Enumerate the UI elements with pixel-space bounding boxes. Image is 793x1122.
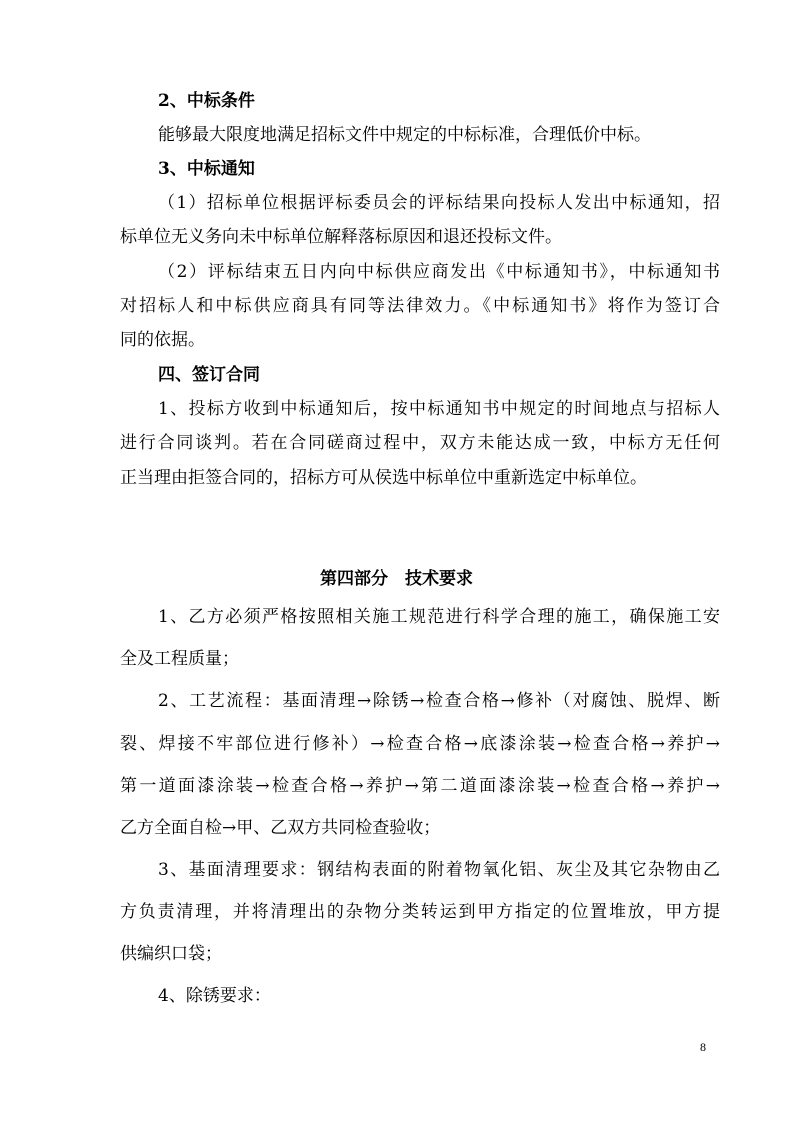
paragraph-line: 能够最大限度地满足招标文件中规定的中标标准，合理低价中标。 (158, 125, 651, 145)
paragraph-line: 同的依据。 (120, 330, 205, 350)
paragraph-line: 1、投标方收到中标通知后，按中标通知书中规定的时间地点与招标人 (158, 399, 720, 419)
paragraph-line: （1）招标单位根据评标委员会的评标结果向投标人发出中标通知，招 (158, 193, 720, 213)
paragraph-line: 全及工程质量； (120, 649, 239, 669)
paragraph-line: 进行合同谈判。若在合同磋商过程中，双方未能达成一致，中标方无任何 (120, 433, 720, 453)
paragraph-line: 3、基面清理要求：钢结构表面的附着物氧化铝、灰尘及其它杂物由乙 (158, 860, 720, 880)
paragraph-line: 2、工艺流程：基面清理→除锈→检查合格→修补（对腐蚀、脱焊、断 (158, 691, 720, 711)
paragraph-line: （2）评标结束五日内向中标供应商发出《中标通知书》，中标通知书 (158, 262, 720, 282)
paragraph-line: 正当理由拒签合同的，招标方可从侯选中标单位中重新选定中标单位。 (120, 468, 647, 488)
part-title: 第四部分 技术要求 (320, 569, 473, 589)
paragraph-line: 裂、焊接不牢部位进行修补）→检查合格→底漆涂装→检查合格→养护→ (120, 734, 720, 754)
page-number: 8 (700, 1040, 706, 1054)
paragraph-line: 乙方全面自检→甲、乙双方共同检查验收； (120, 818, 441, 838)
paragraph-line: 4、除锈要求： (158, 986, 271, 1006)
paragraph-line: 对招标人和中标供应商具有同等法律效力。《中标通知书》将作为签订合 (120, 296, 720, 316)
paragraph-line: 标单位无义务向未中标单位解释落标原因和退还投标文件。 (120, 227, 562, 247)
section-heading: 2、中标条件 (158, 91, 255, 111)
paragraph-line: 方负责清理，并将清理出的杂物分类转运到甲方指定的位置堆放，甲方提 (120, 902, 720, 922)
paragraph-line: 1、乙方必须严格按照相关施工规范进行科学合理的施工，确保施工安 (158, 607, 720, 627)
paragraph-line: 第一道面漆涂装→检查合格→养护→第二道面漆涂装→检查合格→养护→ (120, 776, 720, 796)
paragraph-line: 供编织口袋； (120, 944, 222, 964)
section-heading: 3、中标通知 (158, 159, 255, 179)
section-heading: 四、签订合同 (158, 365, 260, 385)
